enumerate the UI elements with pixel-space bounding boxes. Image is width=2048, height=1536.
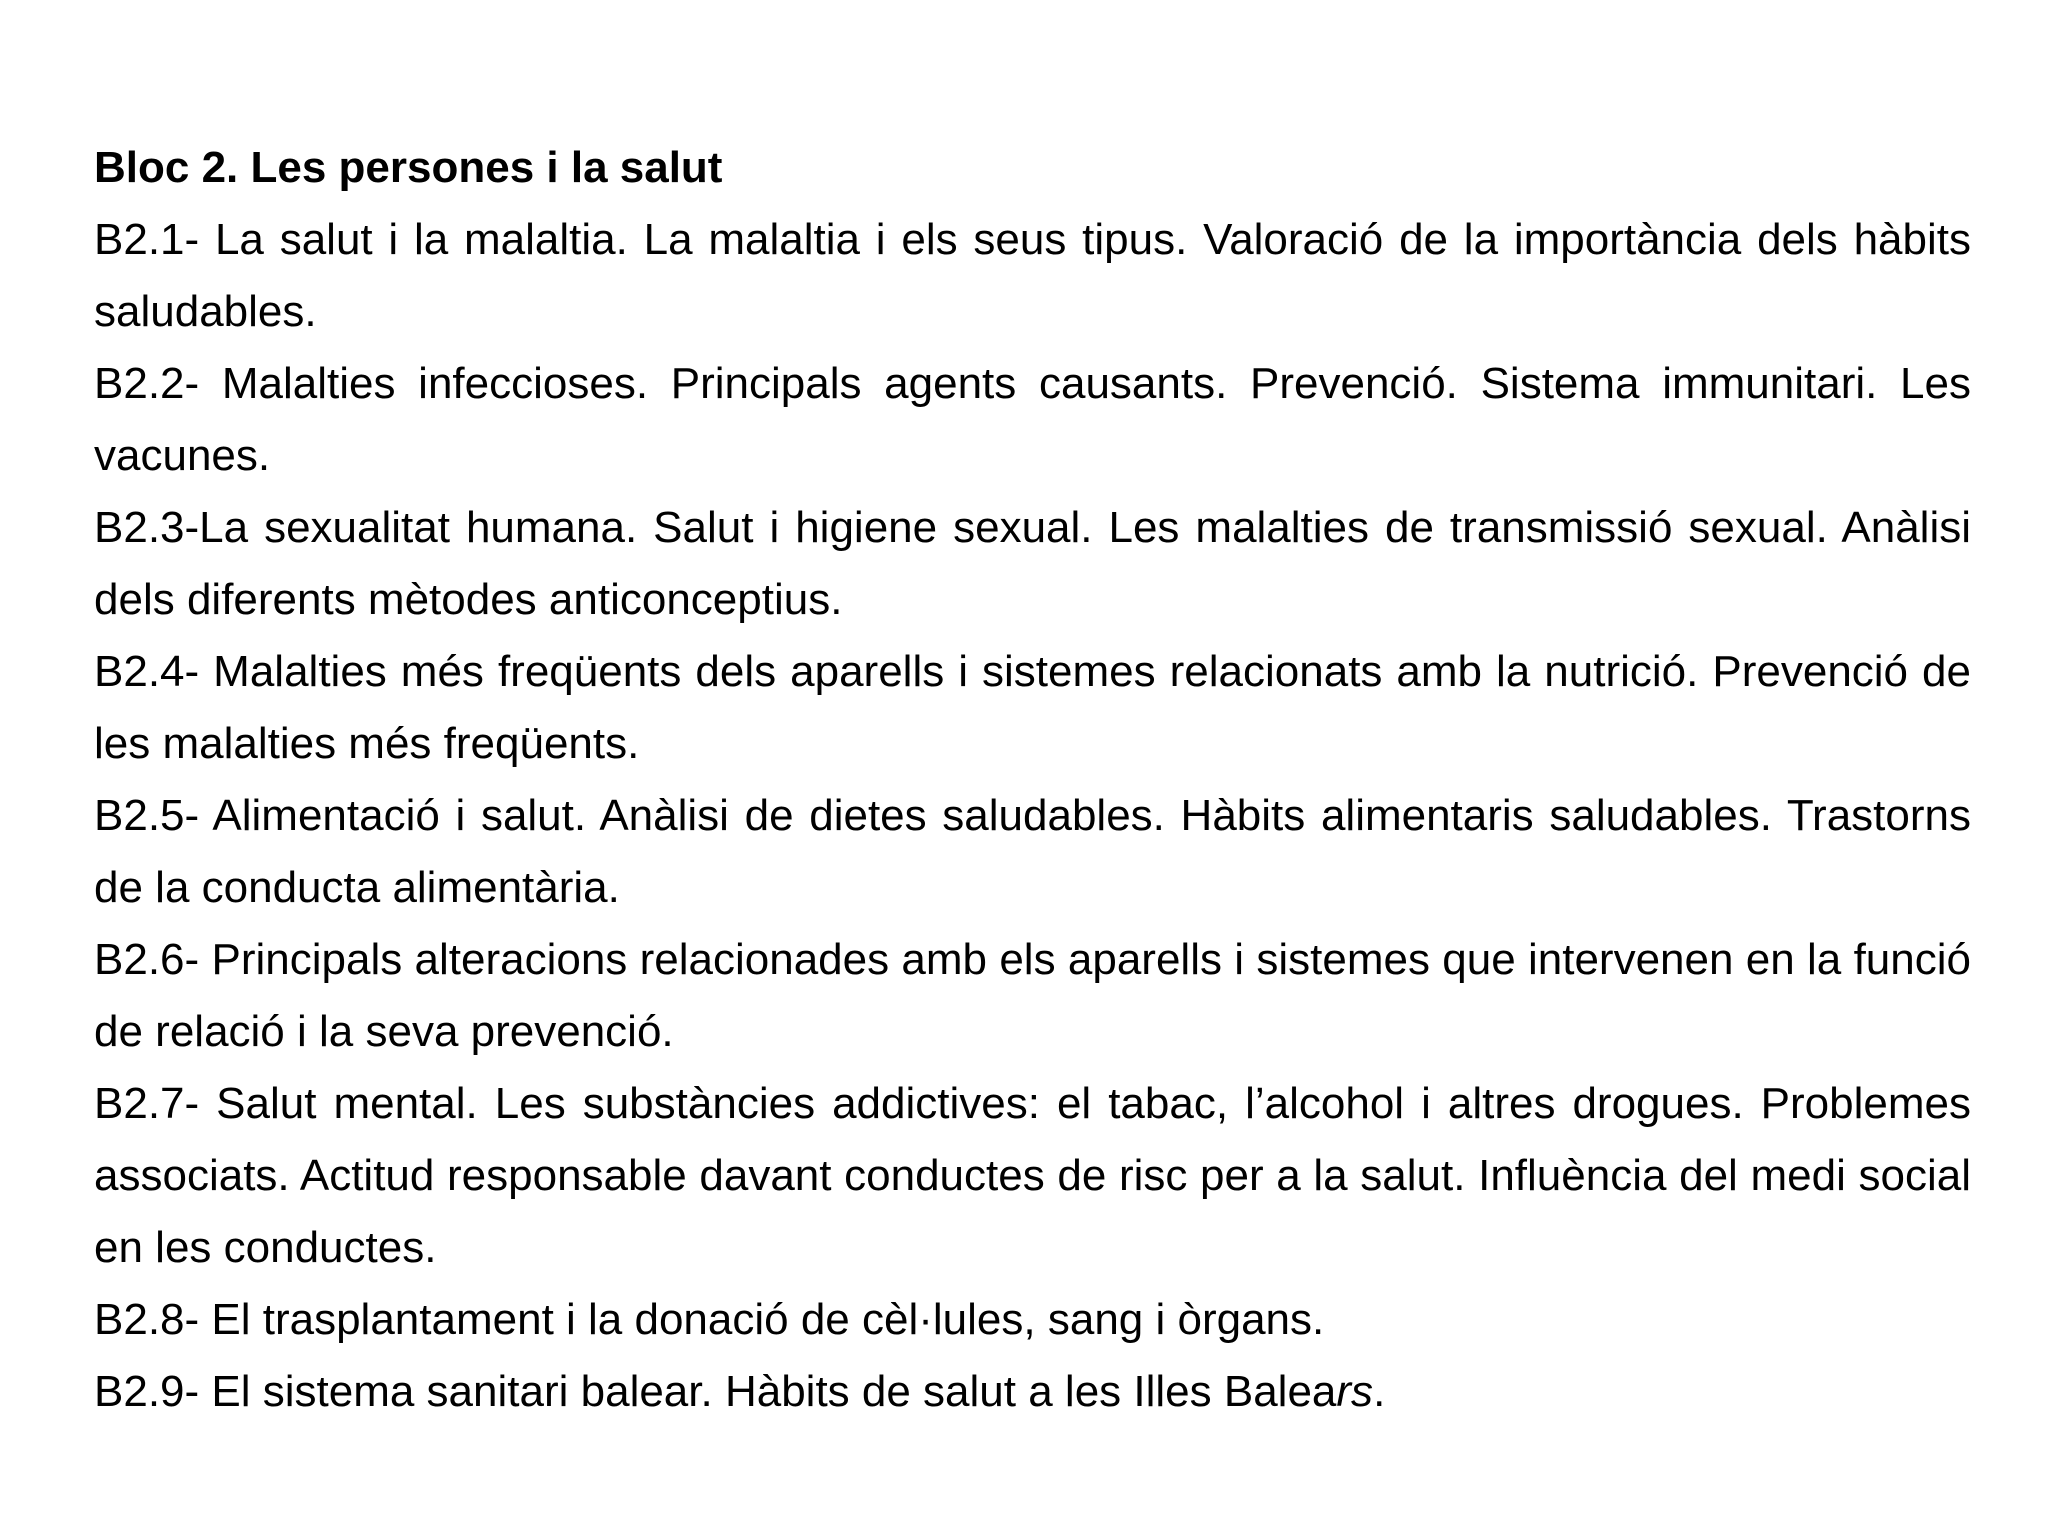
section-heading: Bloc 2. Les persones i la salut	[94, 143, 723, 192]
content-item-b2-9-period: .	[1373, 1367, 1386, 1416]
content-item-b2-9	[94, 1356, 1971, 1428]
content-item-b2-3: B2.3-La sexualitat humana. Salut i higiene sexual. Les malalties de transmissió sexual. Anàlisi dels diferents mètodes anticonceptius.	[94, 503, 1971, 624]
content-item-b2-2: B2.2- Malalties infeccioses. Principals agents causants. Prevenció. Sistema immunitari. Les vacunes.	[94, 359, 1971, 480]
content-item-b2-8: B2.8- El trasplantament i la donació de cèl·lules, sang i òrgans.	[94, 1295, 1325, 1344]
content-item-b2-1: B2.1- La salut i la malaltia. La malaltia i els seus tipus. Valoració de la importància dels hàbits saludables.	[94, 215, 1971, 336]
content-item-b2-4: B2.4- Malalties més freqüents dels aparells i sistemes relacionats amb la nutrició. Prevenció de les malalties més freqüents.	[94, 647, 1971, 768]
content-item-b2-9-italic-ending: rs	[1336, 1367, 1374, 1416]
document-page	[94, 132, 1971, 1428]
content-item-b2-5: B2.5- Alimentació i salut. Anàlisi de dietes saludables. Hàbits alimentaris saludables. Trastorns de la conducta alimentària.	[94, 791, 1971, 912]
content-item-b2-7: B2.7- Salut mental. Les substàncies addictives: el tabac, l’alcohol i altres drogues. Problemes associats. Actitud responsable davant conductes de risc per a la salut. Influència del medi social en les conductes.	[94, 1079, 1971, 1272]
content-item-b2-9-text: B2.9- El sistema sanitari balear. Hàbits de salut a les Illes Balea	[94, 1367, 1337, 1416]
content-item-b2-6: B2.6- Principals alteracions relacionades amb els aparells i sistemes que intervenen en la funció de relació i la seva prevenció.	[94, 935, 1971, 1056]
